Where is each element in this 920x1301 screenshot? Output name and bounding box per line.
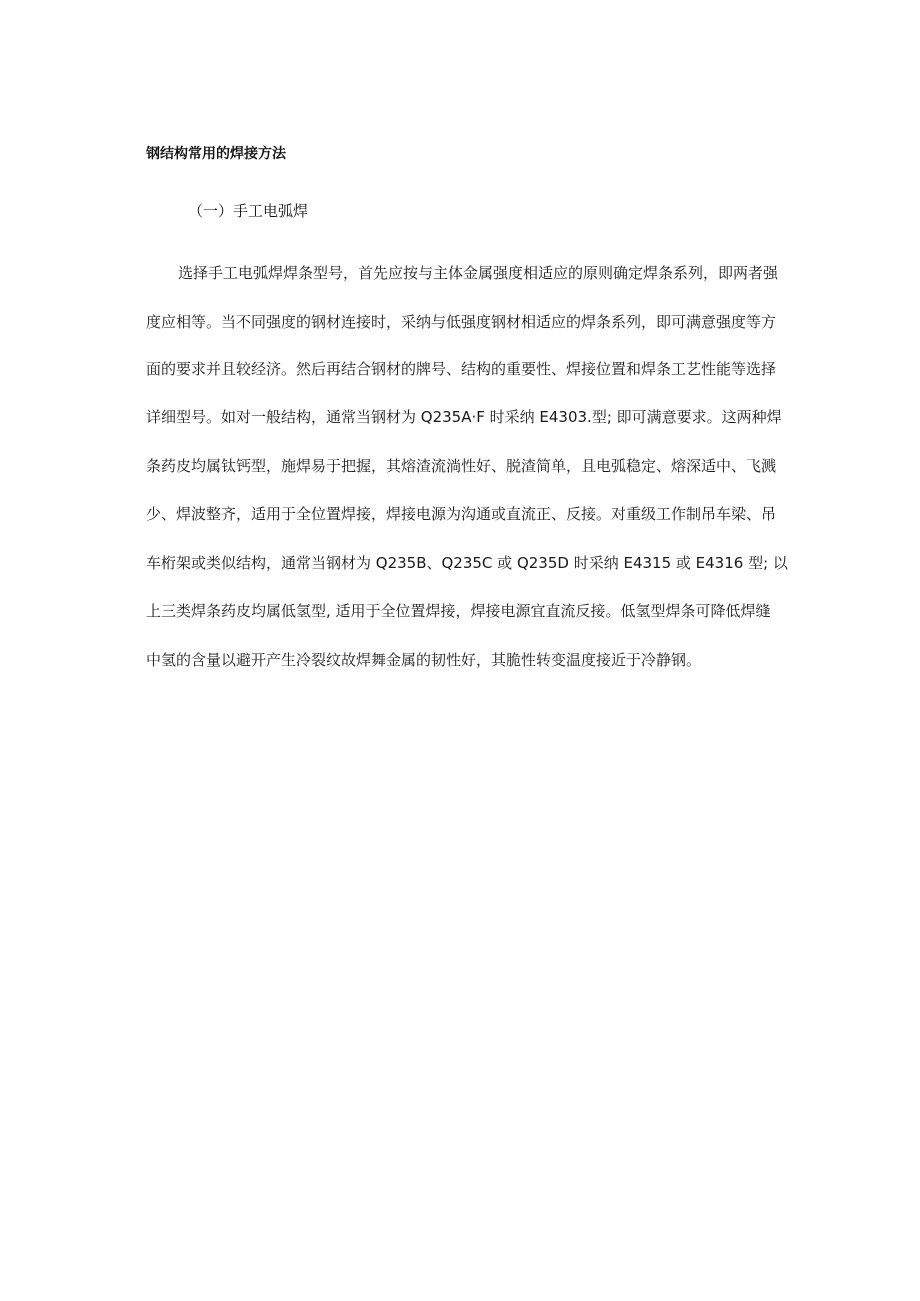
document-title: 钢结构常用的焊接方法 xyxy=(146,146,286,162)
paragraph-line-4: 详细型号。如对一般结构，通常当钢材为 Q235A·F 时采纳 E4303.型; 即可满意要求。这两种焊 xyxy=(146,408,782,426)
paragraph-line-9: 中氢的含量以避开产生冷裂纹故焊舞金属的韧性好，其脆性转变温度接近于冷静钢。 xyxy=(146,651,702,669)
paragraph-line-3: 面的要求并且较经济。然后再结合钢材的牌号、结构的重要性、焊接位置和焊条工艺性能等选择 xyxy=(146,360,777,378)
paragraph-line-8: 上三类焊条药皮均属低氢型, 适用于全位置焊接，焊接电源宜直流反接。低氢型焊条可降低焊缝 xyxy=(146,602,771,620)
section-heading: （一）手工电弧焊 xyxy=(188,202,309,220)
paragraph-line-1: 选择手工电弧焊焊条型号，首先应按与主体金属强度相适应的原则确定焊条系列，即两者强 xyxy=(178,264,779,282)
paragraph-line-7: 车桁架或类似结构，通常当钢材为 Q235B、Q235C 或 Q235D 时采纳 E4315 或 E4316 型; 以 xyxy=(146,554,788,572)
paragraph-line-5: 条药皮均属钛钙型，施焊易于把握，其熔渣流淌性好、脱渣简单，且电弧稳定、熔深适中、飞溅 xyxy=(146,457,777,475)
paragraph-line-2: 度应相等。当不同强度的钢材连接时，采纳与低强度钢材相适应的焊条系列，即可满意强度等方 xyxy=(146,313,777,331)
paragraph-line-6: 少、焊波整齐，适用于全位置焊接，焊接电源为沟通或直流正、反接。对重级工作制吊车梁、吊 xyxy=(146,505,777,523)
